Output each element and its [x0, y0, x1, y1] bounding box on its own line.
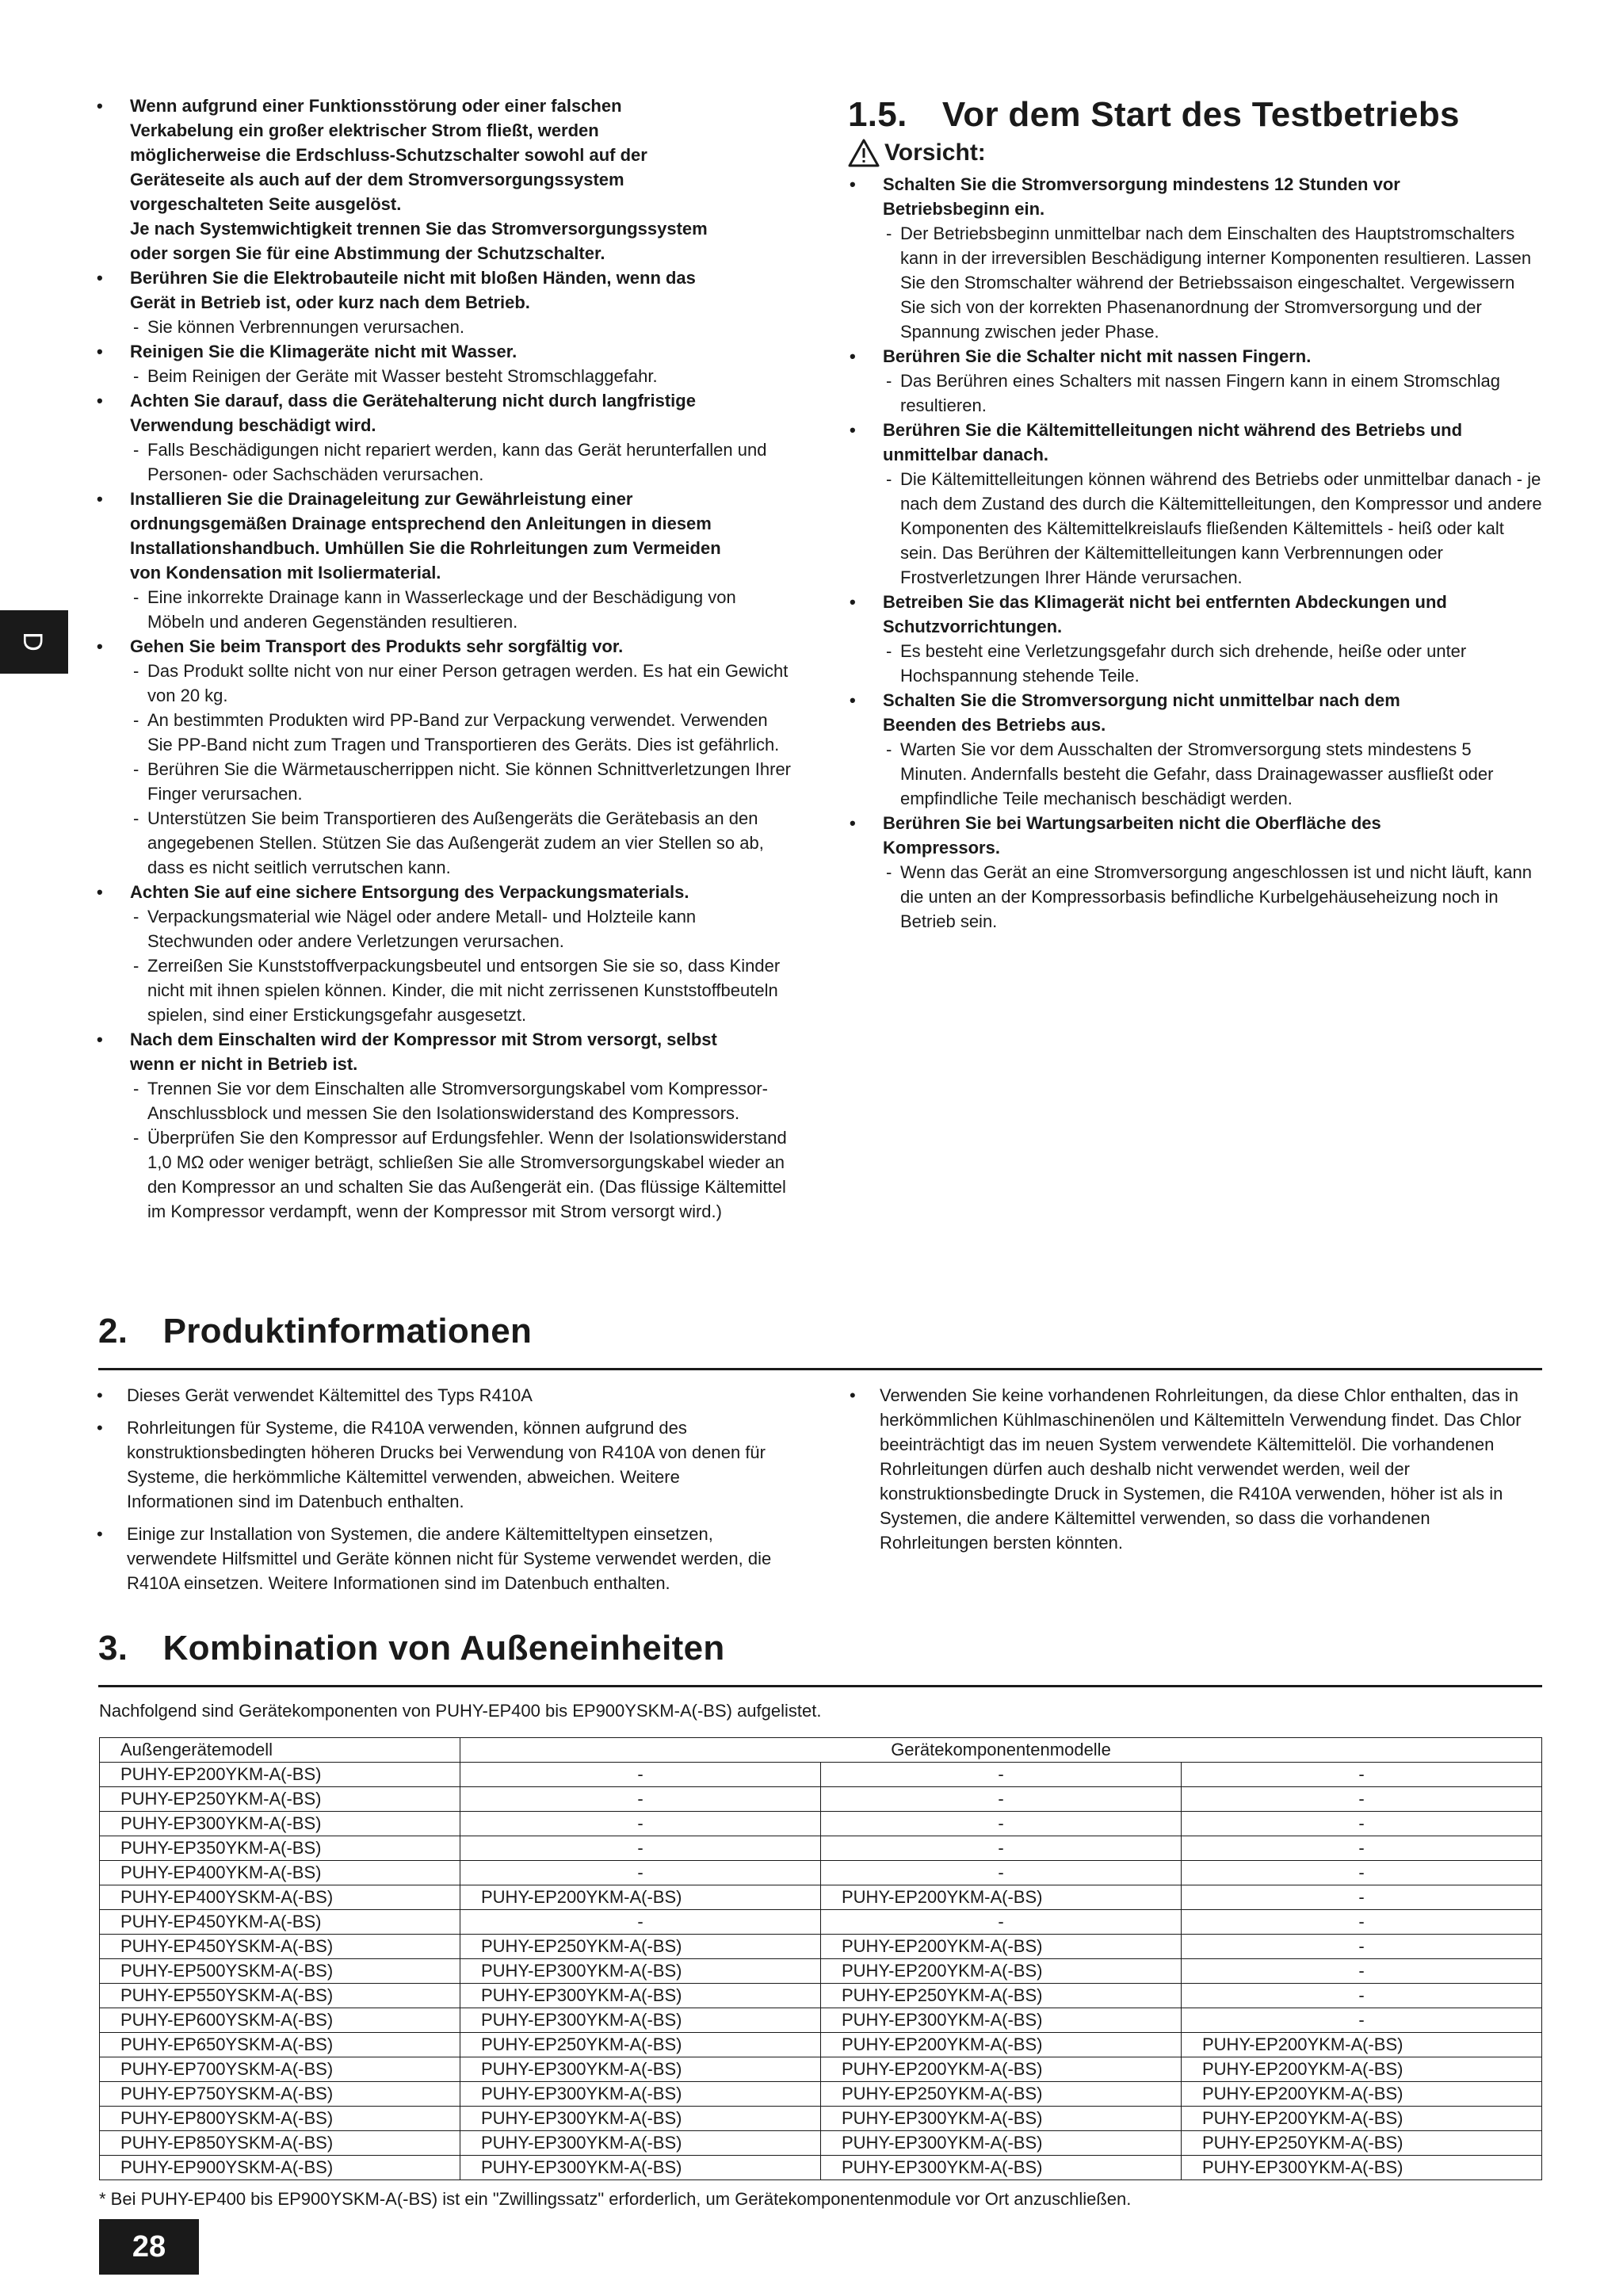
sub-item: - Die Kältemittelleitungen können während des Betriebs oder unmittelbar danach - je nach dem Zustand des durch die Kältemittelleitungen, den Kompressor und andere Komponenten des Kältemittelkreislaufs fließenden Kältemittels - heiß oder kalt sein. Das Berühren der Kältemittelleitungen kann Verbrennungen oder Frostverletzungen Ihrer Hände verursachen.	[883, 467, 1542, 590]
bullet-heading-line: • Berühren Sie bei Wartungsarbeiten nicht die Oberfläche des	[883, 813, 1381, 833]
bullet-heading-line: oder sorgen Sie für eine Abstimmung der Schutzschalter.	[130, 243, 605, 263]
bullet-heading-line: vorgeschalteten Seite ausgelöst.	[130, 194, 402, 214]
caution-label: Vorsicht:	[884, 139, 986, 166]
sub-item: - Eine inkorrekte Drainage kann in Wasserleckage und der Beschädigung von Möbeln und anderen Gegenständen resultieren.	[130, 585, 791, 634]
outdoor-model-cell: PUHY-EP200YKM-A(-BS)	[100, 1763, 460, 1787]
component-model-cell: -	[821, 1861, 1182, 1885]
bullet-heading-line: • Betreiben Sie das Klimagerät nicht bei entfernten Abdeckungen und	[883, 592, 1447, 612]
component-model-cell: -	[1182, 1959, 1542, 1984]
component-model-cell: -	[1182, 1787, 1542, 1812]
component-model-cell: -	[460, 1910, 821, 1935]
left-column-safety	[94, 94, 791, 1224]
table-row	[100, 1763, 1542, 1787]
table-row	[100, 1935, 1542, 1959]
outdoor-model-cell: PUHY-EP650YSKM-A(-BS)	[100, 2033, 460, 2057]
component-model-cell: PUHY-EP200YKM-A(-BS)	[1182, 2107, 1542, 2131]
section-2-rule	[98, 1368, 1542, 1370]
outdoor-model-cell: PUHY-EP550YSKM-A(-BS)	[100, 1984, 460, 2008]
component-model-cell: PUHY-EP300YKM-A(-BS)	[460, 1959, 821, 1984]
bullet-heading-line: • Berühren Sie die Kältemittelleitungen nicht während des Betriebs und	[883, 420, 1463, 440]
sub-item: - Überprüfen Sie den Kompressor auf Erdungsfehler. Wenn der Isolationswiderstand 1,0 MΩ oder weniger beträgt, schließen Sie alle Stromversorgungskabel wieder an den Kompressor an und schalten Sie das Außengerät ein. (Das flüssige Kältemittel im Kompressor verdampft, wenn der Kompressor mit Strom versorgt wird.)	[130, 1125, 791, 1224]
table-row	[100, 1959, 1542, 1984]
outdoor-model-cell: PUHY-EP800YSKM-A(-BS)	[100, 2107, 460, 2131]
component-model-cell: -	[1182, 2008, 1542, 2033]
language-tab	[0, 610, 68, 674]
component-model-cell: -	[1182, 1812, 1542, 1836]
component-model-cell: -	[1182, 1910, 1542, 1935]
outdoor-model-cell: PUHY-EP700YSKM-A(-BS)	[100, 2057, 460, 2082]
sub-item: - Beim Reinigen der Geräte mit Wasser besteht Stromschlaggefahr.	[130, 364, 791, 388]
bullet-heading-line: • Wenn aufgrund einer Funktionsstörung oder einer falschen	[130, 96, 622, 116]
bullet-heading-line: • Berühren Sie die Elektrobauteile nicht mit bloßen Händen, wenn das	[130, 268, 696, 288]
language-tab-label: D	[17, 632, 48, 651]
bullet-heading-line: • Achten Sie auf eine sichere Entsorgung des Verpackungsmaterials.	[130, 882, 689, 902]
bullet-heading-line: möglicherweise die Erdschluss-Schutzschalter sowohl auf der	[130, 145, 647, 165]
component-model-cell: PUHY-EP300YKM-A(-BS)	[460, 2057, 821, 2082]
component-model-cell: -	[1182, 1935, 1542, 1959]
header-outdoor-model: Außengerätemodell	[100, 1738, 460, 1763]
component-model-cell: -	[821, 1836, 1182, 1861]
right-column-test-run	[846, 172, 1542, 934]
component-model-cell: PUHY-EP300YKM-A(-BS)	[1182, 2156, 1542, 2180]
outdoor-model-cell: PUHY-EP450YKM-A(-BS)	[100, 1910, 460, 1935]
component-model-cell: PUHY-EP200YKM-A(-BS)	[1182, 2033, 1542, 2057]
warning-triangle-icon	[848, 139, 880, 167]
component-model-cell: -	[821, 1787, 1182, 1812]
table-row	[100, 1910, 1542, 1935]
bullet-heading-line: • Reinigen Sie die Klimageräte nicht mit Wasser.	[130, 342, 517, 361]
component-model-cell: -	[1182, 1763, 1542, 1787]
bullet-heading	[883, 344, 1542, 369]
component-model-cell: PUHY-EP200YKM-A(-BS)	[821, 1959, 1182, 1984]
bullet-heading-line: Betriebsbeginn ein.	[883, 199, 1045, 219]
outdoor-model-cell: PUHY-EP900YSKM-A(-BS)	[100, 2156, 460, 2180]
bullet-item	[846, 418, 1542, 590]
bullet-heading-line: ordnungsgemäßen Drainage entsprechend den Anleitungen in diesem	[130, 514, 712, 533]
component-model-cell: -	[460, 1861, 821, 1885]
bullet-heading-line: Verkabelung ein großer elektrischer Strom fließt, werden	[130, 120, 599, 140]
component-model-cell: PUHY-EP200YKM-A(-BS)	[821, 1935, 1182, 1959]
sub-item: - Falls Beschädigungen nicht repariert werden, kann das Gerät herunterfallen und Personen- oder Sachschäden verursachen.	[130, 437, 791, 487]
component-model-cell: PUHY-EP300YKM-A(-BS)	[460, 2156, 821, 2180]
bullet-heading-line: Gerät in Betrieb ist, oder kurz nach dem Betrieb.	[130, 292, 530, 312]
component-model-cell: PUHY-EP300YKM-A(-BS)	[460, 2131, 821, 2156]
sub-item: - Unterstützen Sie beim Transportieren des Außengeräts die Gerätebasis an den angegebenen Stellen. Stützen Sie das Außengerät zudem an vier Stellen so ab, dass es nicht seitlich verrutschen kann.	[130, 806, 791, 880]
component-model-cell: PUHY-EP300YKM-A(-BS)	[460, 1984, 821, 2008]
bullet-heading	[130, 1027, 791, 1076]
table-row	[100, 1885, 1542, 1910]
component-model-cell: -	[821, 1910, 1182, 1935]
page-number: 28	[99, 2219, 199, 2275]
table-header-row	[100, 1738, 1542, 1763]
sub-item: - Das Berühren eines Schalters mit nassen Fingern kann in einem Stromschlag resultieren.	[883, 369, 1542, 418]
bullet-heading	[130, 487, 791, 585]
bullet-heading	[883, 418, 1542, 467]
bullet-heading-line: Je nach Systemwichtigkeit trennen Sie das Stromversorgungssystem	[130, 219, 708, 239]
section-2-title: 2. Produktinformationen	[98, 1312, 533, 1350]
outdoor-unit-combination-table	[99, 1737, 1542, 2180]
outdoor-model-cell: PUHY-EP350YKM-A(-BS)	[100, 1836, 460, 1861]
component-model-cell: PUHY-EP200YKM-A(-BS)	[821, 2033, 1182, 2057]
component-model-cell: PUHY-EP200YKM-A(-BS)	[1182, 2057, 1542, 2082]
section-1-5-title: 1.5. Vor dem Start des Testbetriebs	[848, 95, 1460, 134]
info-item: • Rohrleitungen für Systeme, die R410A verwenden, können aufgrund des konstruktionsbedingten höheren Drucks bei Verwendung von R410A von denen für Systeme, die herkömmliche Kältemittel verwenden, abweichen. Weitere Informationen sind im Datenbuch enthalten.	[94, 1415, 791, 1514]
bullet-heading-line: • Schalten Sie die Stromversorgung nicht unmittelbar nach dem	[883, 690, 1400, 710]
header-component-models: Gerätekomponentenmodelle	[460, 1738, 1542, 1763]
component-model-cell: PUHY-EP250YKM-A(-BS)	[821, 1984, 1182, 2008]
info-item: • Verwenden Sie keine vorhandenen Rohrleitungen, da diese Chlor enthalten, das in herkömmlichen Kühlmaschinenölen und Kältemitteln Verwendung findet. Das Chlor beeinträchtigt das im neuen System verwendete Kältemittelöl. Die vorhandenen Rohrleitungen dürfen auch deshalb nicht verwendet werden, weil der konstruktionsbedingte Druck in Systemen, die R410A verwenden, höher ist als in Systemen, die andere Kältemittel verwenden, so dass die vorhandenen Rohrleitungen bersten könnten.	[846, 1383, 1542, 1555]
bullet-item	[846, 811, 1542, 934]
bullet-heading	[883, 811, 1542, 860]
product-info-left	[94, 1383, 791, 1603]
bullet-heading-line: wenn er nicht in Betrieb ist.	[130, 1054, 358, 1074]
outdoor-model-cell: PUHY-EP600YSKM-A(-BS)	[100, 2008, 460, 2033]
bullet-heading-line: • Gehen Sie beim Transport des Produkts sehr sorgfältig vor.	[130, 636, 624, 656]
table-row	[100, 2107, 1542, 2131]
bullet-heading	[130, 634, 791, 659]
bullet-item	[846, 172, 1542, 344]
component-model-cell: -	[1182, 1861, 1542, 1885]
outdoor-model-cell: PUHY-EP450YSKM-A(-BS)	[100, 1935, 460, 1959]
caution-heading	[848, 139, 986, 167]
sub-item: - Verpackungsmaterial wie Nägel oder andere Metall- und Holzteile kann Stechwunden oder andere Verletzungen verursachen.	[130, 904, 791, 953]
component-model-cell: -	[460, 1787, 821, 1812]
sub-item: - An bestimmten Produkten wird PP-Band zur Verpackung verwendet. Verwenden Sie PP-Band nicht zum Tragen und Transportieren des Geräts. Dies ist gefährlich.	[130, 708, 791, 757]
component-model-cell: PUHY-EP200YKM-A(-BS)	[460, 1885, 821, 1910]
bullet-heading-line: Kompressors.	[883, 838, 1000, 858]
test-run-bullet-list	[846, 172, 1542, 934]
info-item: • Einige zur Installation von Systemen, die andere Kältemitteltypen einsetzen, verwendete Hilfsmittel und Geräte können nicht für Systeme verwendet werden, die R410A einsetzen. Weitere Informationen sind im Datenbuch enthalten.	[94, 1522, 791, 1595]
safety-bullet-list	[94, 94, 791, 1224]
bullet-heading-line: • Installieren Sie die Drainageleitung zur Gewährleistung einer	[130, 489, 633, 509]
bullet-heading	[130, 266, 791, 315]
component-model-cell: -	[460, 1812, 821, 1836]
table-row	[100, 1984, 1542, 2008]
component-model-cell: -	[460, 1763, 821, 1787]
component-model-cell: -	[460, 1836, 821, 1861]
bullet-heading	[883, 590, 1542, 639]
table-row	[100, 1812, 1542, 1836]
bullet-item	[846, 344, 1542, 418]
outdoor-model-cell: PUHY-EP500YSKM-A(-BS)	[100, 1959, 460, 1984]
sub-item: - Das Produkt sollte nicht von nur einer Person getragen werden. Es hat ein Gewicht von 20 kg.	[130, 659, 791, 708]
component-model-cell: PUHY-EP250YKM-A(-BS)	[1182, 2131, 1542, 2156]
bullet-heading-line: Installationshandbuch. Umhüllen Sie die Rohrleitungen zum Vermeiden	[130, 538, 721, 558]
component-model-cell: PUHY-EP250YKM-A(-BS)	[821, 2082, 1182, 2107]
bullet-heading	[883, 688, 1542, 737]
sub-item: - Berühren Sie die Wärmetauscherrippen nicht. Sie können Schnittverletzungen Ihrer Finger verursachen.	[130, 757, 791, 806]
component-model-cell: -	[821, 1812, 1182, 1836]
sub-item: - Trennen Sie vor dem Einschalten alle Stromversorgungskabel vom Kompressor-Anschlussblock und messen Sie den Isolationswiderstand des Kompressors.	[130, 1076, 791, 1125]
table-row	[100, 2131, 1542, 2156]
bullet-item	[846, 590, 1542, 688]
component-model-cell: PUHY-EP300YKM-A(-BS)	[460, 2082, 821, 2107]
component-model-cell: -	[1182, 1984, 1542, 2008]
outdoor-model-cell: PUHY-EP400YKM-A(-BS)	[100, 1861, 460, 1885]
bullet-heading-line: Verwendung beschädigt wird.	[130, 415, 376, 435]
component-model-cell: PUHY-EP200YKM-A(-BS)	[821, 1885, 1182, 1910]
bullet-item	[94, 339, 791, 388]
section-3-title: 3. Kombination von Außeneinheiten	[98, 1629, 725, 1668]
sub-item: - Der Betriebsbeginn unmittelbar nach dem Einschalten des Hauptstromschalters kann in der irreversiblen Beschädigung interner Komponenten resultieren. Lassen Sie den Stromschalter während der Betriebssaison eingeschaltet. Vergewissern Sie sich von der korrekten Phasenanordnung der Stromversorgung und der Spannung zwischen jeder Phase.	[883, 221, 1542, 344]
table-footnote: * Bei PUHY-EP400 bis EP900YSKM-A(-BS) ist ein "Zwillingssatz" erforderlich, um Gerätekomponentenmodule vor Ort anzuschließen.	[99, 2189, 1132, 2209]
bullet-item	[94, 388, 791, 487]
bullet-item	[94, 634, 791, 880]
component-model-cell: -	[1182, 1836, 1542, 1861]
component-model-cell: PUHY-EP300YKM-A(-BS)	[460, 2107, 821, 2131]
outdoor-model-cell: PUHY-EP750YSKM-A(-BS)	[100, 2082, 460, 2107]
component-model-cell: PUHY-EP300YKM-A(-BS)	[460, 2008, 821, 2033]
bullet-heading	[130, 388, 791, 437]
bullet-heading	[130, 94, 791, 266]
bullet-heading-line: • Achten Sie darauf, dass die Gerätehalterung nicht durch langfristige	[130, 391, 696, 411]
component-model-cell: PUHY-EP300YKM-A(-BS)	[821, 2008, 1182, 2033]
bullet-item	[846, 688, 1542, 811]
component-model-cell: PUHY-EP300YKM-A(-BS)	[821, 2156, 1182, 2180]
table-row	[100, 2008, 1542, 2033]
bullet-heading	[883, 172, 1542, 221]
sub-item: - Wenn das Gerät an eine Stromversorgung angeschlossen ist und nicht läuft, kann die unten an der Kompressorbasis befindliche Kurbelgehäuseheizung noch in Betrieb sein.	[883, 860, 1542, 934]
table-row	[100, 2156, 1542, 2180]
component-model-cell: PUHY-EP200YKM-A(-BS)	[1182, 2082, 1542, 2107]
bullet-heading-line: • Berühren Sie die Schalter nicht mit nassen Fingern.	[883, 346, 1312, 366]
component-model-cell: PUHY-EP200YKM-A(-BS)	[821, 2057, 1182, 2082]
sub-item: - Es besteht eine Verletzungsgefahr durch sich drehende, heiße oder unter Hochspannung stehende Teile.	[883, 639, 1542, 688]
info-item: • Dieses Gerät verwendet Kältemittel des Typs R410A	[94, 1383, 791, 1408]
bullet-heading	[130, 339, 791, 364]
component-model-cell: -	[821, 1763, 1182, 1787]
outdoor-model-cell: PUHY-EP250YKM-A(-BS)	[100, 1787, 460, 1812]
sub-item: - Warten Sie vor dem Ausschalten der Stromversorgung stets mindestens 5 Minuten. Andernfalls besteht die Gefahr, dass Drainagewasser ausfließt oder empfindliche Teile mechanisch beschädigt werden.	[883, 737, 1542, 811]
product-info-right	[846, 1383, 1542, 1563]
component-model-cell: PUHY-EP300YKM-A(-BS)	[821, 2131, 1182, 2156]
table-intro: Nachfolgend sind Gerätekomponenten von PUHY-EP400 bis EP900YSKM-A(-BS) aufgelistet.	[99, 1701, 822, 1721]
bullet-heading-line: Geräteseite als auch auf der dem Stromversorgungssystem	[130, 170, 624, 189]
sub-item: - Sie können Verbrennungen verursachen.	[130, 315, 791, 339]
bullet-item	[94, 94, 791, 266]
outdoor-model-cell: PUHY-EP400YSKM-A(-BS)	[100, 1885, 460, 1910]
table-row	[100, 1836, 1542, 1861]
bullet-item	[94, 1027, 791, 1224]
bullet-heading	[130, 880, 791, 904]
bullet-item	[94, 266, 791, 339]
bullet-item	[94, 487, 791, 634]
outdoor-model-cell: PUHY-EP850YSKM-A(-BS)	[100, 2131, 460, 2156]
section-3-rule	[98, 1685, 1542, 1687]
bullet-heading-line: Schutzvorrichtungen.	[883, 617, 1063, 636]
bullet-heading-line: unmittelbar danach.	[883, 445, 1049, 464]
table-row	[100, 2082, 1542, 2107]
table-row	[100, 2033, 1542, 2057]
bullet-heading-line: von Kondensation mit Isoliermaterial.	[130, 563, 441, 583]
bullet-heading-line: Beenden des Betriebs aus.	[883, 715, 1106, 735]
table-row	[100, 1861, 1542, 1885]
bullet-item	[94, 880, 791, 1027]
table-row	[100, 2057, 1542, 2082]
component-model-cell: PUHY-EP250YKM-A(-BS)	[460, 2033, 821, 2057]
bullet-heading-line: • Nach dem Einschalten wird der Kompressor mit Strom versorgt, selbst	[130, 1030, 717, 1049]
bullet-heading-line: • Schalten Sie die Stromversorgung mindestens 12 Stunden vor	[883, 174, 1400, 194]
outdoor-model-cell: PUHY-EP300YKM-A(-BS)	[100, 1812, 460, 1836]
sub-item: - Zerreißen Sie Kunststoffverpackungsbeutel und entsorgen Sie sie so, dass Kinder nicht mit ihnen spielen können. Kinder, die mit nicht zerrissenen Kunststoffbeuteln spielen, sind einer Erstickungsgefahr ausgesetzt.	[130, 953, 791, 1027]
table-row	[100, 1787, 1542, 1812]
component-model-cell: PUHY-EP250YKM-A(-BS)	[460, 1935, 821, 1959]
component-model-cell: PUHY-EP300YKM-A(-BS)	[821, 2107, 1182, 2131]
component-model-cell: -	[1182, 1885, 1542, 1910]
